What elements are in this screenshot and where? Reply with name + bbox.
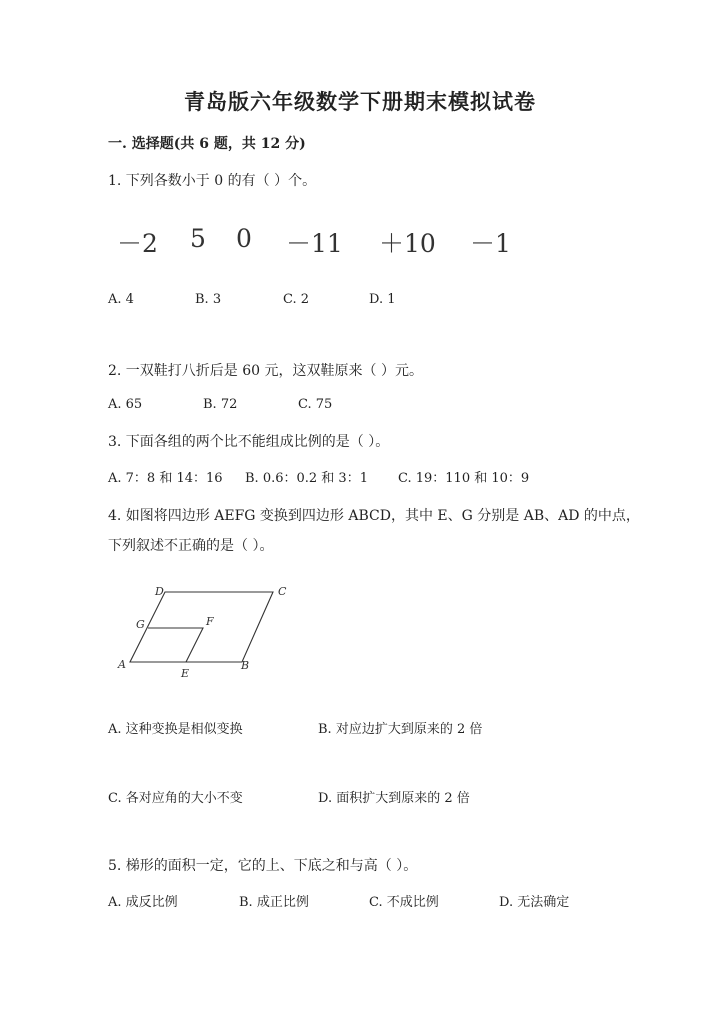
number-item: 5	[190, 224, 206, 253]
label-b: B	[241, 659, 250, 672]
option-c[interactable]: C. 不成比例	[369, 895, 439, 910]
parallelogram-figure	[110, 582, 300, 682]
option-b[interactable]: B. 成正比例	[239, 895, 309, 910]
option-d[interactable]: D. 无法确定	[499, 895, 570, 910]
number-item: －1	[470, 229, 511, 258]
option-c[interactable]: C. 19：110 和 10：9	[398, 471, 530, 486]
option-c[interactable]: C. 2	[283, 292, 310, 307]
number-item: －11	[286, 229, 343, 258]
option-b[interactable]: B. 72	[203, 397, 238, 412]
option-c[interactable]: C. 各对应角的大小不变	[108, 791, 243, 806]
quadrilateral-aefg	[148, 628, 203, 662]
question-2-text: 2. 一双鞋打八折后是 60 元，这双鞋原来（ ）元。	[108, 363, 423, 379]
question-5-text: 5. 梯形的面积一定，它的上、下底之和与高（ ）。	[108, 858, 418, 874]
number-item: 0	[236, 224, 252, 253]
option-b[interactable]: B. 0.6：0.2 和 3：1	[245, 471, 368, 486]
option-a[interactable]: A. 4	[108, 292, 134, 307]
question-4-text-cont: 下列叙述不正确的是（ ）。	[108, 538, 274, 554]
label-a: A	[118, 658, 126, 671]
question-1-text: 1. 下列各数小于 0 的有（ ）个。	[108, 173, 317, 189]
question-4-text: 4. 如图将四边形 AEFG 变换到四边形 ABCD，其中 E、G 分别是 AB、AD 的中点，	[108, 508, 640, 524]
question-3-text: 3. 下面各组的两个比不能组成比例的是（ ）。	[108, 434, 390, 450]
option-a[interactable]: A. 65	[108, 397, 143, 412]
number-item: ＋10	[379, 229, 436, 258]
option-a[interactable]: A. 这种变换是相似变换	[108, 722, 243, 737]
label-f: F	[206, 615, 214, 628]
option-c[interactable]: C. 75	[298, 397, 333, 412]
number-item: －2	[117, 229, 158, 258]
page-title: 青岛版六年级数学下册期末模拟试卷	[184, 89, 536, 114]
section-heading: 一. 选择题(共 6 题，共 12 分)	[108, 136, 306, 152]
option-d[interactable]: D. 1	[369, 292, 396, 307]
option-a[interactable]: A. 7：8 和 14：16	[108, 471, 223, 486]
option-b[interactable]: B. 对应边扩大到原来的 2 倍	[318, 722, 483, 737]
label-c: C	[278, 585, 287, 598]
option-a[interactable]: A. 成反比例	[108, 895, 178, 910]
label-e: E	[181, 667, 190, 680]
label-d: D	[155, 585, 164, 598]
option-b[interactable]: B. 3	[195, 292, 222, 307]
label-g: G	[136, 618, 145, 631]
quadrilateral-abcd	[130, 592, 273, 662]
option-d[interactable]: D. 面积扩大到原来的 2 倍	[318, 791, 470, 806]
